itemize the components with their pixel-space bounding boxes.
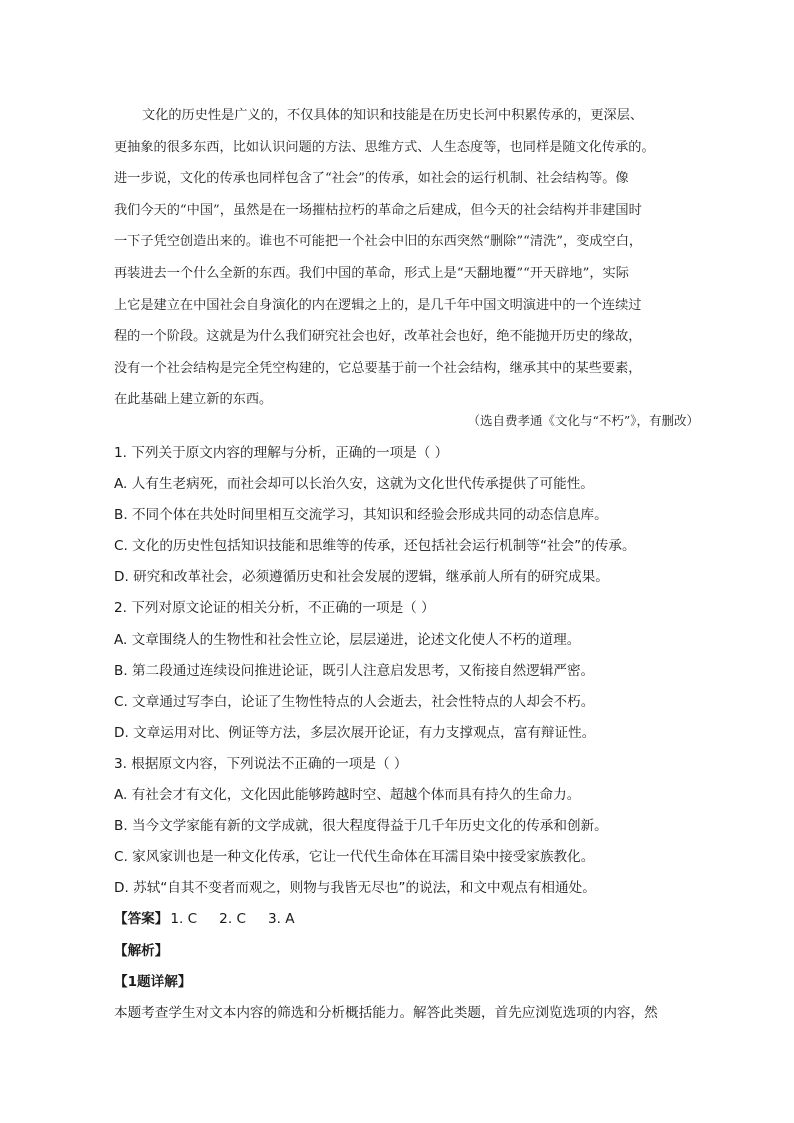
passage-line: 再装进去一个什么全新的东西。我们中国的革命，形式上是“天翻地覆”“开天辟地”，实际 <box>114 265 629 281</box>
analysis-label: 【解析】 <box>114 942 169 959</box>
passage-line: 我们今天的“中国”，虽然是在一场摧枯拉朽的革命之后建成，但今天的社会结构并非建国时 <box>114 202 642 218</box>
option-3c: C. 家风家训也是一种文化传承，它让一代代生命体在耳濡目染中接受家族教化。 <box>114 849 595 866</box>
question-stem-3: 3. 根据原文内容，下列说法不正确的一项是（ ） <box>114 755 408 772</box>
answer-item: 1. C <box>170 911 198 928</box>
option-3a: A. 有社会才有文化，文化因此能够跨越时空、超越个体而具有持久的生命力。 <box>114 787 581 804</box>
question-stem-2: 2. 下列对原文论证的相关分析，不正确的一项是（ ） <box>114 600 435 617</box>
option-3d: D. 苏轼“自其不变者而观之，则物与我皆无尽也”的说法，和文中观点有相通处。 <box>114 880 596 897</box>
option-2a: A. 文章围绕人的生物性和社会性立论，层层递进，论述文化使人不朽的道理。 <box>114 631 581 648</box>
option-1b: B. 不同个体在共处时间里相互交流学习，其知识和经验会形成共同的动态信息库。 <box>114 507 608 524</box>
detail-text: 本题考查学生对文本内容的筛选和分析概括能力。解答此类题，首先应浏览选项的内容，然 <box>114 1004 658 1021</box>
option-1d: D. 研究和改革社会，必须遵循历史和社会发展的逻辑，继承前人所有的研究成果。 <box>114 569 609 586</box>
detail-label: 【1题详解】 <box>114 973 192 990</box>
passage-source: （选自费孝通《文化与“不朽”》，有删改） <box>467 413 699 428</box>
option-2c: C. 文章通过写李白，论证了生物性特点的人会逝去，社会性特点的人却会不朽。 <box>114 693 595 710</box>
passage-line: 没有一个社会结构是完全凭空构建的，它总要基于前一个社会结构，继承其中的某些要素， <box>114 360 642 376</box>
question-stem-1: 1. 下列关于原文内容的理解与分析，正确的一项是（ ） <box>114 445 449 461</box>
answer-item: 2. C <box>219 911 246 928</box>
answer-item: 3. A <box>267 911 295 928</box>
passage-line: 更抽象的很多东西，比如认识问题的方法、思维方式、人生态度等，也同样是随文化传承的。 <box>114 139 655 155</box>
passage-line: 上它是建立在中国社会自身演化的内在逻辑之上的，是几千年中国文明演进中的一个连续过 <box>114 297 642 313</box>
passage-line: 一下子凭空创造出来的。谁也不可能把一个社会中旧的东西突然“删除”“清洗”，变成空白， <box>114 234 643 250</box>
option-3b: B. 当今文学家能有新的文学成就，很大程度得益于几千年历史文化的传承和创新。 <box>114 818 608 835</box>
questions-block <box>114 438 694 1029</box>
option-1c: C. 文化的历史性包括知识技能和思维等的传承，还包括社会运行机制等“社会”的传承。 <box>114 538 636 555</box>
passage-line: 在此基础上建立新的东西。 <box>114 392 273 408</box>
passage <box>114 100 688 416</box>
passage-line: 程的一个阶段。这就是为什么我们研究社会也好，改革社会也好，绝不能抛开历史的缘故， <box>114 329 642 345</box>
answer-line <box>114 904 694 935</box>
passage-line: 文化的历史性是广义的，不仅具体的知识和技能是在历史长河中积累传承的，更深层、 <box>142 108 644 123</box>
option-1a: A. 人有生老病死，而社会却可以长治久安，这就为文化世代传承提供了可能性。 <box>114 476 594 493</box>
passage-line: 进一步说，文化的传承也同样包含了“社会”的传承，如社会的运行机制、社会结构等。像 <box>114 171 629 187</box>
option-2d: D. 文章运用对比、例证等方法，多层次展开论证，有力支撑观点，富有辩证性。 <box>114 724 596 741</box>
answer-label: 【答案】 <box>114 911 169 928</box>
option-2b: B. 第二段通过连续设问推进论证，既引人注意启发思考，又衔接自然逻辑严密。 <box>114 662 595 679</box>
